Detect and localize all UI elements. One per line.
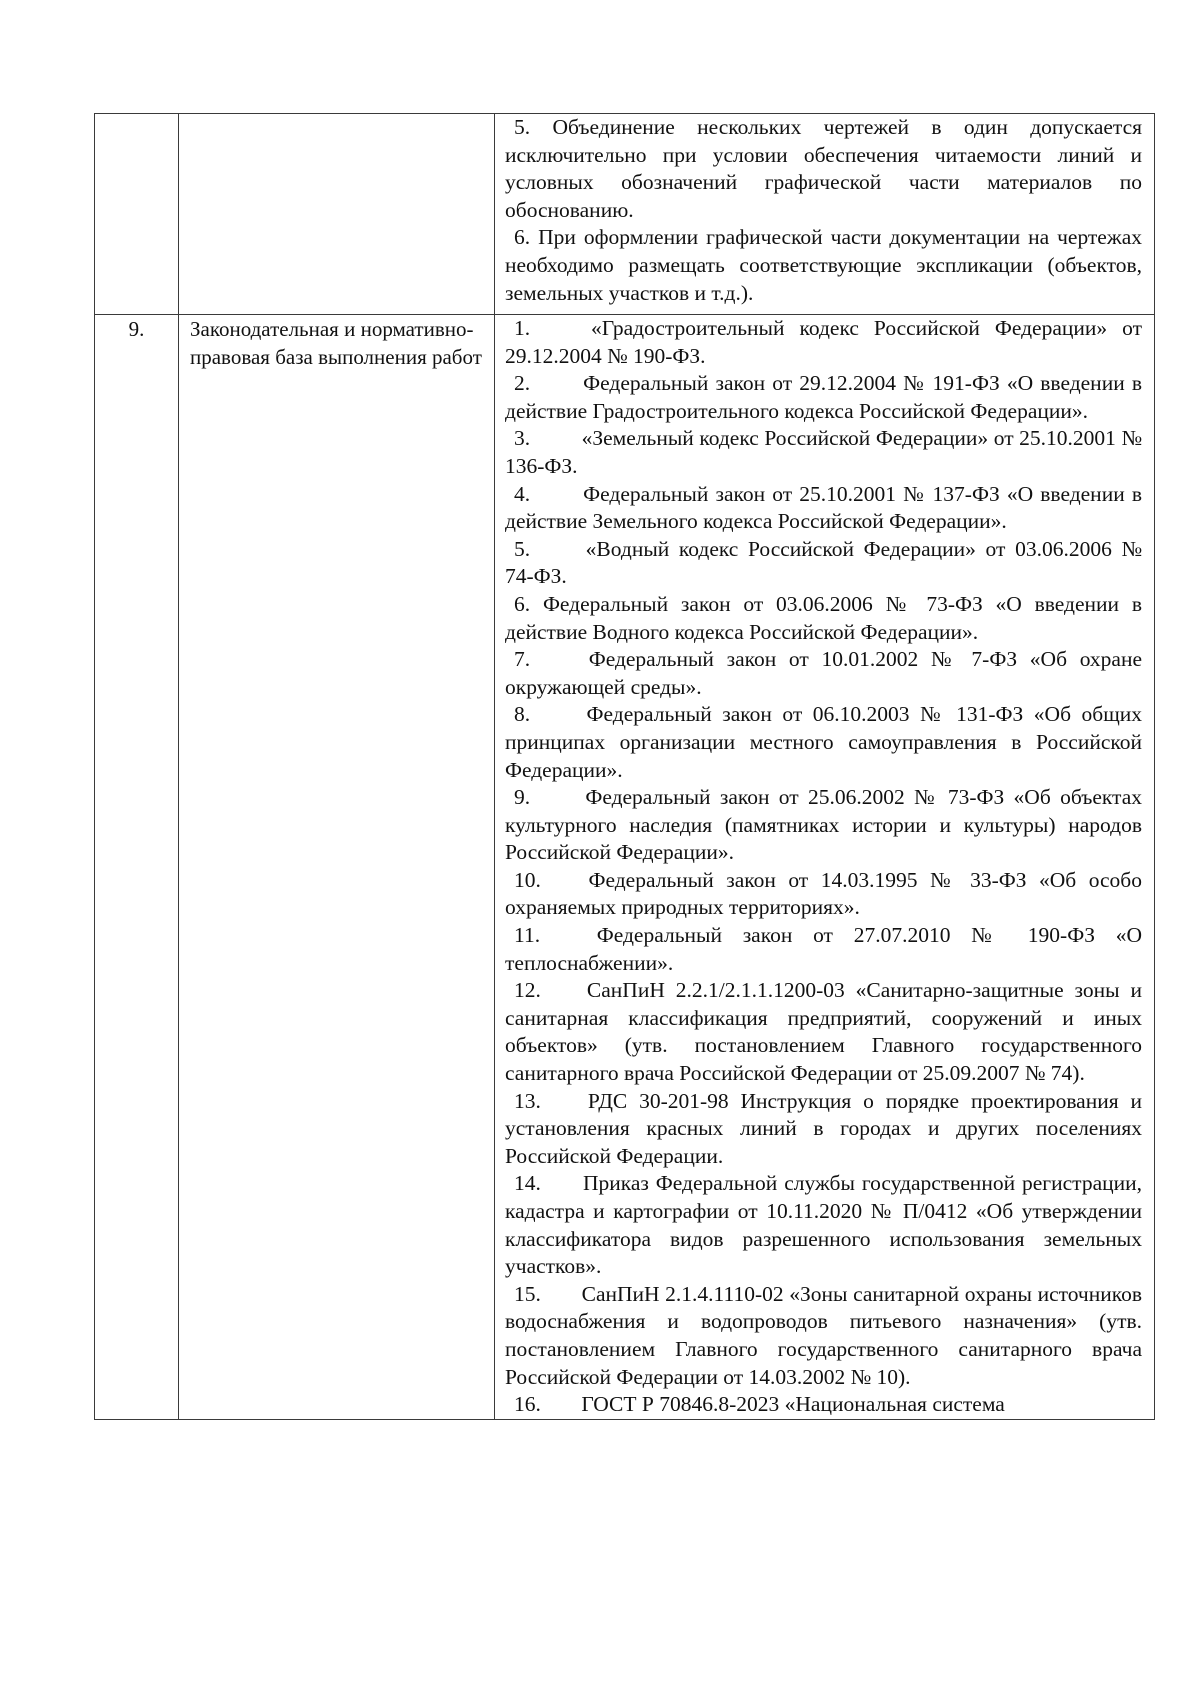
list-item-text: СанПиН 2.1.4.1110-02 «Зоны санитарной охраны источников водоснабжения и водопроводов питьевого назначения» (утв. постановлением Главного государственного санитарного врача Российской Федерации от 14.03.2002 № 10).: [505, 1281, 1143, 1389]
list-item-number: 10.: [514, 867, 541, 892]
list-item-number: 15.: [514, 1281, 541, 1306]
list-item-text: Федеральный закон от 29.12.2004 № 191-ФЗ «О введении в действие Градостроительного кодекса Российской Федерации».: [505, 371, 1142, 423]
legal-base-list: [505, 315, 1142, 1419]
list-item-number: 12.: [514, 978, 541, 1003]
list-item-text: Объединение нескольких чертежей в один допускается исключительно при условии обеспечения читаемости линий и условных обозначений графической части материалов по обоснованию.: [505, 115, 1143, 222]
list-item-number: 9.: [514, 785, 531, 810]
list-item: [505, 224, 1142, 307]
list-item-text: Федеральный закон от 25.10.2001 № 137-ФЗ «О введении в действие Земельного кодекса Российской Федерации».: [505, 481, 1142, 534]
list-item-text: ГОСТ Р 70846.8-2023 «Национальная система: [581, 1392, 1005, 1417]
list-item: [505, 591, 1142, 646]
list-item: [505, 114, 1142, 224]
table-row-9: [95, 315, 1155, 1420]
list-item-number: 4.: [514, 481, 531, 506]
list-item-number: 7.: [514, 647, 531, 672]
list-item: [505, 1281, 1142, 1391]
list-item-text: РДС 30-201-98 Инструкция о порядке проектирования и установления красных линий в городах и других поселениях Российской Федерации.: [505, 1088, 1142, 1168]
list-item-text: «Градостроительный кодекс Российской Федерации» от 29.12.2004 № 190-ФЗ.: [505, 316, 1142, 368]
list-item-text: Федеральный закон от 03.06.2006 № 73-ФЗ «О введении в действие Водного кодекса Российской Федерации».: [505, 591, 1142, 644]
list-item-number: 5.: [514, 115, 531, 139]
row-number-cell: 9.: [95, 315, 179, 1420]
list-item-text: Федеральный закон от 14.03.1995 № 33-ФЗ «Об особо охраняемых природных территориях».: [505, 867, 1142, 920]
list-item-text: При оформлении графической части документации на чертежах необходимо размещать соответствующие экспликации (объектов, земельных участков и т.д.).: [505, 225, 1142, 305]
requirements-table: [94, 113, 1155, 1420]
list-item: [505, 370, 1142, 425]
list-item: [505, 646, 1142, 701]
row-content-cell: [495, 315, 1155, 1420]
list-item-number: 5.: [514, 536, 531, 561]
list-item: [505, 1170, 1142, 1280]
list-item-text: «Земельный кодекс Российской Федерации» от 25.10.2001 № 136-ФЗ.: [505, 426, 1142, 478]
list-item-text: Федеральный закон от 27.07.2010 № 190-ФЗ «О теплоснабжении».: [505, 923, 1142, 975]
list-item: [505, 922, 1142, 977]
list-item: [505, 977, 1142, 1087]
row-number-cell: [95, 114, 179, 315]
list-item-number: 14.: [514, 1171, 541, 1196]
list-item-text: Федеральный закон от 10.01.2002 № 7-ФЗ «Об охране окружающей среды».: [505, 647, 1143, 699]
list-item: [505, 867, 1142, 922]
list-item-number: 16.: [514, 1392, 541, 1417]
list-item: [505, 481, 1142, 536]
row-name-cell: [179, 114, 495, 315]
list-item-text: Приказ Федеральной службы государственной регистрации, кадастра и картографии от 10.11.2020 № П/0412 «Об утверждении классификатора видов разрешенного использования земельных участков».: [505, 1171, 1143, 1279]
list-item: [505, 315, 1142, 370]
list-item: [505, 536, 1142, 591]
list-item: [505, 701, 1142, 784]
list-item-number: 1.: [514, 316, 531, 340]
list-item-text: СанПиН 2.2.1/2.1.1.1200-03 «Санитарно-защитные зоны и санитарная классификация предприятий, сооружений и иных объектов» (утв. постановлением Главного государственного санитарного врача Российской Федерации от 25.09.2007 № 74).: [505, 978, 1143, 1086]
list-item-text: Федеральный закон от 25.06.2002 № 73-ФЗ «Об объектах культурного наследия (памятниках истории и культуры) народов Российской Федерации».: [505, 785, 1143, 865]
content-paragraph-list: [505, 114, 1142, 307]
table-row-continuation: [95, 114, 1155, 315]
list-item-number: 13.: [514, 1088, 541, 1113]
list-item-number: 3.: [514, 426, 531, 451]
list-item: [505, 784, 1142, 867]
list-item-text: «Водный кодекс Российской Федерации» от 03.06.2006 № 74-ФЗ.: [505, 536, 1142, 589]
list-item-number: 11.: [514, 923, 541, 948]
row-content-cell: [495, 114, 1155, 315]
list-item: [505, 1088, 1142, 1171]
list-item-number: 8.: [514, 702, 531, 727]
row-name-cell: Законодательная и нормативно-правовая база выполнения работ: [179, 315, 495, 1420]
list-item: [505, 1391, 1142, 1419]
list-item: [505, 425, 1142, 480]
list-item-number: 6.: [514, 225, 531, 250]
list-item-text: Федеральный закон от 06.10.2003 № 131-ФЗ «Об общих принципах организации местного самоуправления в Российской Федерации».: [505, 702, 1143, 782]
list-item-number: 6.: [514, 591, 531, 616]
list-item-number: 2.: [514, 371, 531, 396]
